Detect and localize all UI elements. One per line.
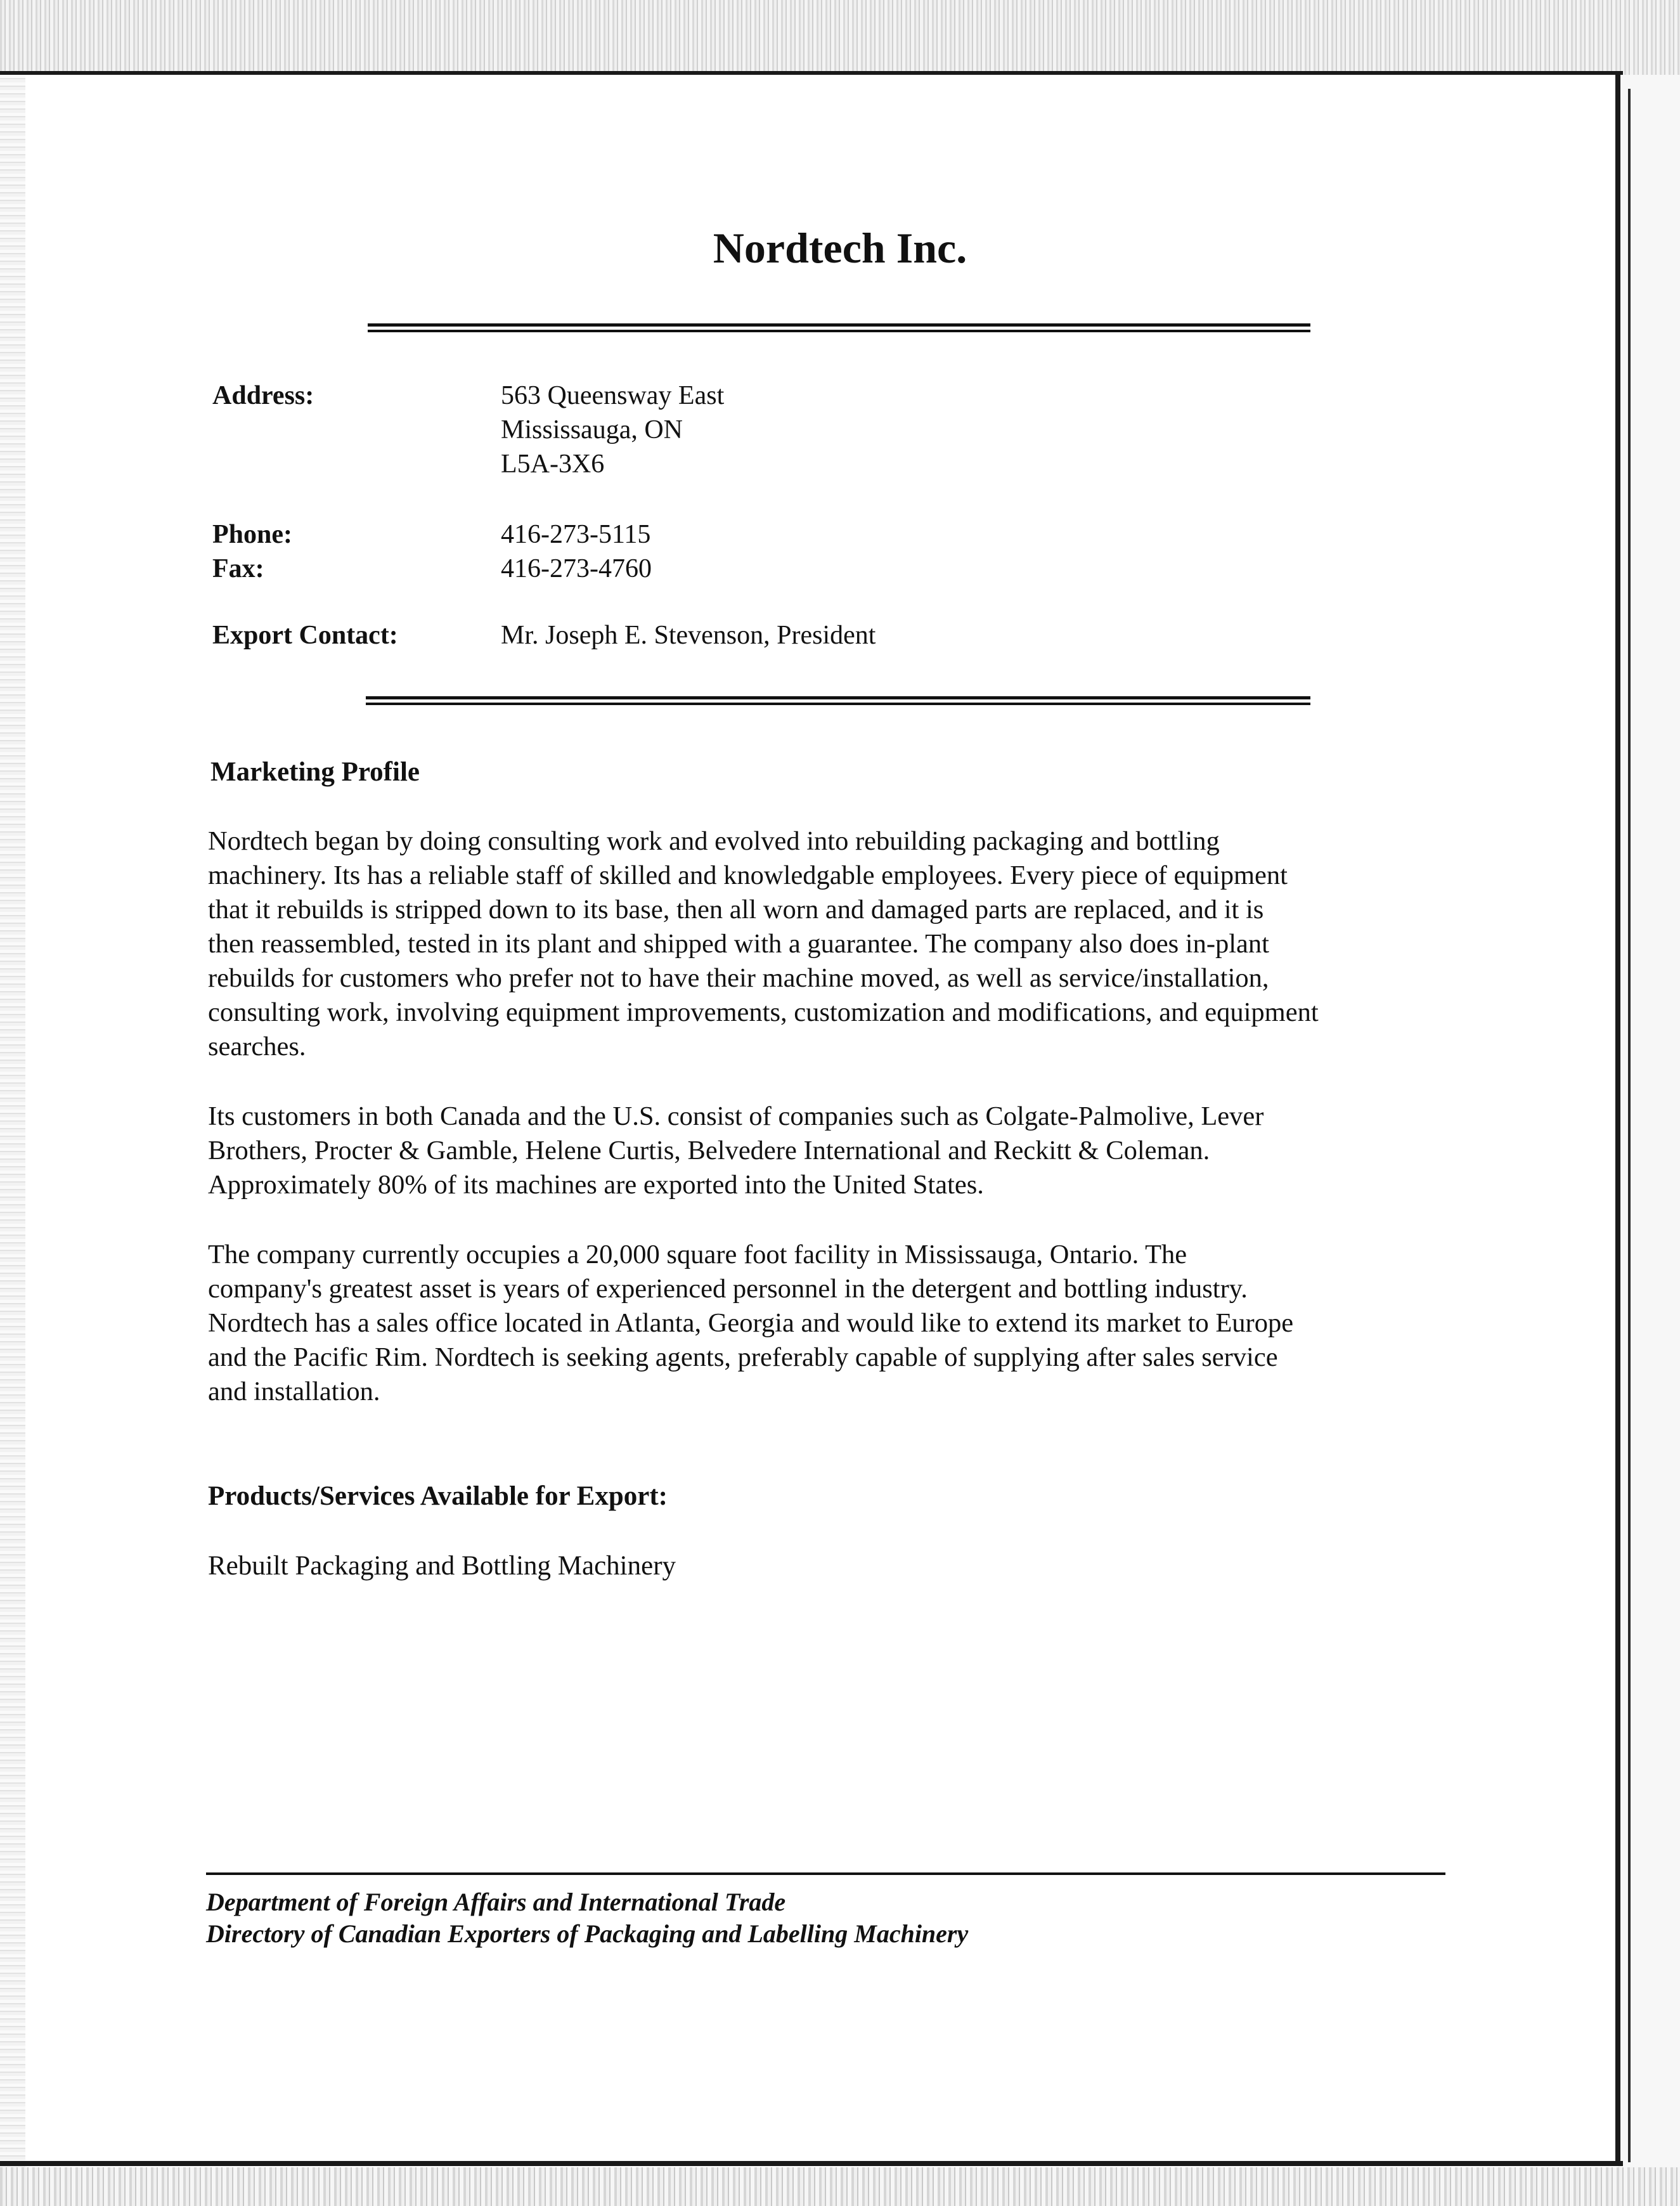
page-frame-right bbox=[1615, 71, 1620, 2164]
marketing-profile-heading: Marketing Profile bbox=[210, 757, 420, 787]
paragraph-line: machinery. Its has a reliable staff of skilled and knowledgable employees. Every piece of equipment bbox=[208, 860, 1288, 890]
paragraph-line: that it rebuilds is stripped down to its base, then all worn and damaged parts are replaced, and it is bbox=[208, 895, 1264, 925]
paragraph-line: and the Pacific Rim. Nordtech is seeking agents, preferably capable of supplying after sales service bbox=[208, 1342, 1278, 1372]
profile-paragraph-1 bbox=[208, 824, 1451, 1064]
page-frame-bottom bbox=[0, 2161, 1623, 2166]
paragraph-line: The company currently occupies a 20,000 square foot facility in Mississauga, Ontario. The bbox=[208, 1240, 1187, 1269]
phone-label: Phone: bbox=[212, 520, 292, 549]
paragraph-line: searches. bbox=[208, 1032, 306, 1061]
company-title: Nordtech Inc. bbox=[713, 224, 967, 272]
fax-value: 416-273-4760 bbox=[501, 554, 652, 583]
paragraph-line: consulting work, involving equipment improvements, customization and modifications, and equipment bbox=[208, 997, 1319, 1027]
profile-paragraph-3 bbox=[208, 1238, 1451, 1409]
export-contact-label: Export Contact: bbox=[212, 621, 398, 650]
address-line-2: Mississauga, ON bbox=[501, 415, 683, 444]
paragraph-line: then reassembled, tested in its plant and shipped with a guarantee. The company also does in-plant bbox=[208, 929, 1269, 959]
footer-directory: Directory of Canadian Exporters of Packaging and Labelling Machinery bbox=[206, 1919, 969, 1948]
fax-label: Fax: bbox=[212, 554, 264, 583]
paragraph-line: Its customers in both Canada and the U.S. consist of companies such as Colgate-Palmolive, Lever bbox=[208, 1101, 1264, 1131]
scan-edge-left bbox=[0, 75, 25, 2167]
address-line-1: 563 Queensway East bbox=[501, 381, 725, 410]
scan-edge-top bbox=[0, 0, 1680, 75]
footer-divider bbox=[206, 1872, 1445, 1875]
paragraph-line: Nordtech has a sales office located in Atlanta, Georgia and would like to extend its market to Europe bbox=[208, 1308, 1294, 1338]
address-label: Address: bbox=[212, 381, 314, 410]
paragraph-line: Nordtech began by doing consulting work and evolved into rebuilding packaging and bottling bbox=[208, 826, 1220, 856]
profile-paragraph-2 bbox=[208, 1100, 1451, 1202]
page-frame-right-inner bbox=[1628, 89, 1631, 2162]
products-heading: Products/Services Available for Export: bbox=[208, 1481, 668, 1511]
header-divider bbox=[368, 323, 1310, 332]
scan-edge-right bbox=[1618, 75, 1680, 2167]
paragraph-line: Brothers, Procter & Gamble, Helene Curtis, Belvedere International and Reckitt & Coleman. bbox=[208, 1136, 1210, 1165]
paragraph-line: Approximately 80% of its machines are exported into the United States. bbox=[208, 1170, 984, 1200]
paragraph-line: company's greatest asset is years of experienced personnel in the detergent and bottling industry. bbox=[208, 1274, 1248, 1304]
export-contact-value: Mr. Joseph E. Stevenson, President bbox=[501, 621, 876, 650]
paragraph-line: rebuilds for customers who prefer not to have their machine moved, as well as service/installation, bbox=[208, 963, 1269, 993]
phone-value: 416-273-5115 bbox=[501, 520, 651, 549]
page-frame-top bbox=[0, 71, 1623, 75]
contact-divider bbox=[366, 696, 1310, 705]
address-line-3: L5A-3X6 bbox=[501, 450, 605, 479]
scan-edge-bottom bbox=[0, 2167, 1680, 2206]
products-item: Rebuilt Packaging and Bottling Machinery bbox=[208, 1551, 676, 1581]
paragraph-line: and installation. bbox=[208, 1377, 380, 1406]
footer-department: Department of Foreign Affairs and International Trade bbox=[206, 1888, 786, 1916]
